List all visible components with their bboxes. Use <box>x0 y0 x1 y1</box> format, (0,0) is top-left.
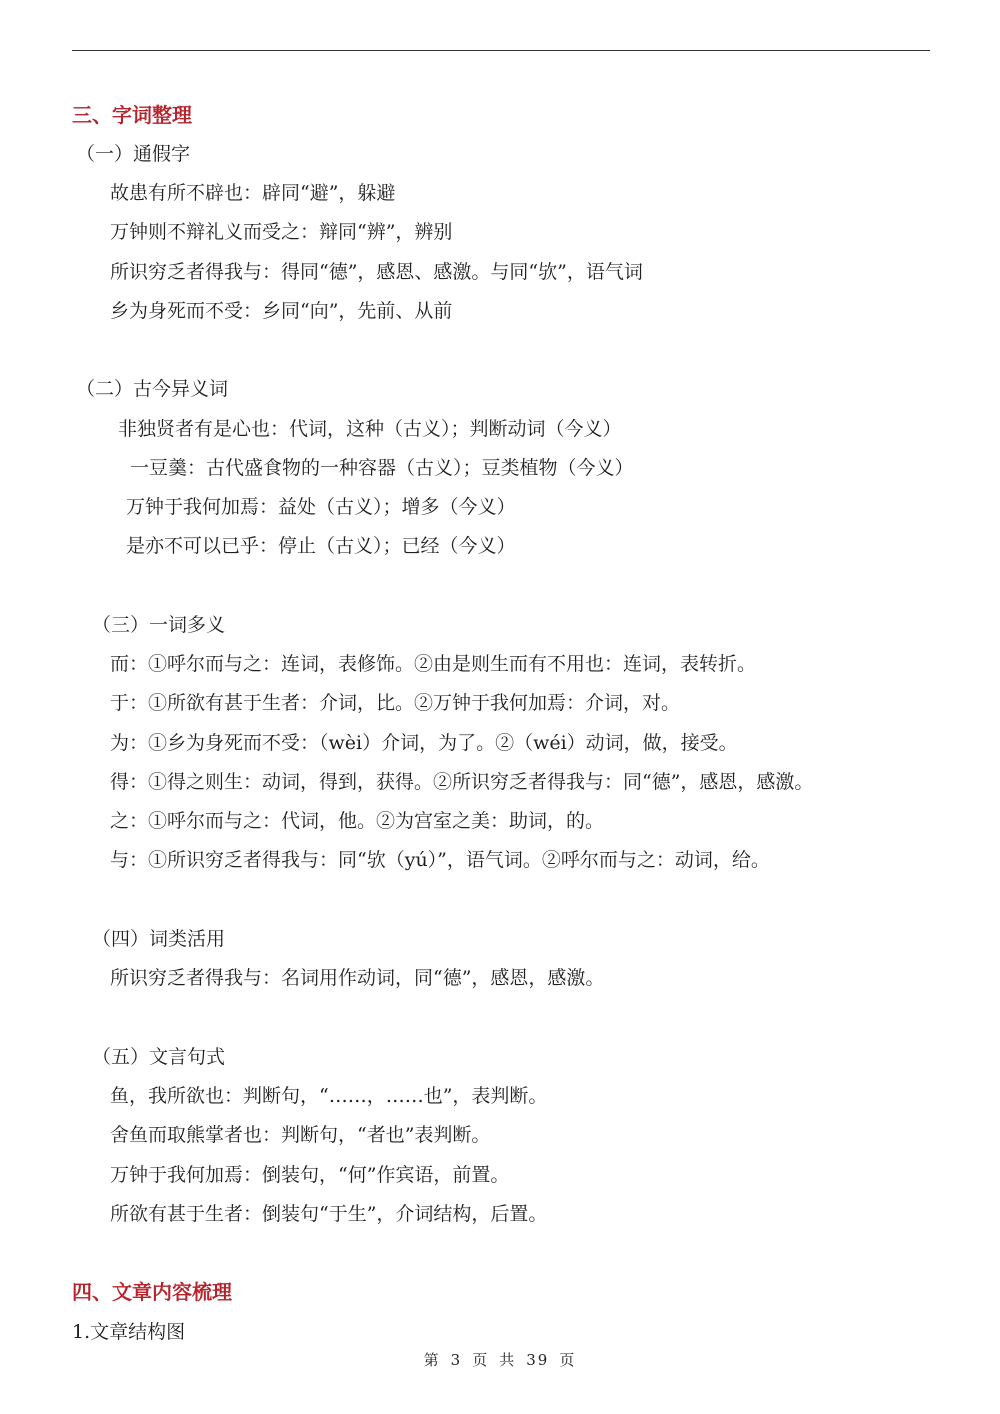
list-item: 舍鱼而取熊掌者也：判断句，“者也”表判断。 <box>110 1124 491 1146</box>
list-item: 为：①乡为身死而不受：（wèi）介词，为了。②（wéi）动词，做，接受。 <box>110 732 738 754</box>
list-item: 故患有所不辟也：辟同“避”，躲避 <box>110 182 396 204</box>
list-item: 非独贤者有是心也：代词，这种（古义）；判断动词（今义） <box>118 418 622 440</box>
section-heading-content: 四、文章内容梳理 <box>72 1280 232 1304</box>
footer-total-prefix: 共 <box>499 1351 517 1369</box>
list-item: 是亦不可以已乎：停止（古义）；已经（今义） <box>126 535 516 557</box>
list-item: 所识穷乏者得我与：名词用作动词，同“德”，感恩，感激。 <box>110 967 605 989</box>
subsection-heading-cileihuoyong: （四）词类活用 <box>92 928 226 950</box>
page-footer <box>0 1349 1000 1370</box>
subsection-heading-structure: 1.文章结构图 <box>72 1321 186 1343</box>
list-item: 万钟则不辩礼义而受之：辩同“辨”，辨别 <box>110 221 453 243</box>
footer-suffix: 页 <box>559 1351 577 1369</box>
list-item: 鱼，我所欲也：判断句，“……，……也”，表判断。 <box>110 1085 548 1107</box>
subsection-heading-tongjiazi: （一）通假字 <box>76 143 191 165</box>
list-item: 万钟于我何加焉：益处（古义）；增多（今义） <box>126 496 516 518</box>
header-rule <box>72 50 930 51</box>
list-item: 所欲有甚于生者：倒装句“于生”，介词结构，后置。 <box>110 1203 548 1225</box>
subsection-heading-yiciduoyi: （三）一词多义 <box>92 614 226 636</box>
footer-mid: 页 <box>472 1351 490 1369</box>
list-item: 与：①所识穷乏者得我与：同“欤（yú）”，语气词。②呼尔而与之：动词，给。 <box>110 849 770 871</box>
list-item: 之：①呼尔而与之：代词，他。②为宫室之美：助词，的。 <box>110 810 605 832</box>
list-item: 万钟于我何加焉：倒装句，“何”作宾语，前置。 <box>110 1164 510 1186</box>
section-heading-vocab: 三、字词整理 <box>72 103 192 127</box>
page-number: 3 <box>450 1351 463 1369</box>
list-item: 一豆羹：古代盛食物的一种容器（古义）；豆类植物（今义） <box>130 457 634 479</box>
list-item: 得：①得之则生：动词，得到，获得。②所识穷乏者得我与：同“德”，感恩，感激。 <box>110 771 814 793</box>
subsection-heading-wenyanjushi: （五）文言句式 <box>92 1046 226 1068</box>
list-item: 于：①所欲有甚于生者：介词，比。②万钟于我何加焉：介词，对。 <box>110 692 681 714</box>
list-item: 所识穷乏者得我与：得同“德”，感恩、感激。与同“欤”，语气词 <box>110 261 643 283</box>
subsection-heading-gujin: （二）古今异义词 <box>76 378 229 400</box>
list-item: 而：①呼尔而与之：连词，表修饰。②由是则生而有不用也：连词，表转折。 <box>110 653 757 675</box>
footer-prefix: 第 <box>423 1351 441 1369</box>
total-pages: 39 <box>526 1351 550 1369</box>
list-item: 乡为身死而不受：乡同“向”，先前、从前 <box>110 300 453 322</box>
